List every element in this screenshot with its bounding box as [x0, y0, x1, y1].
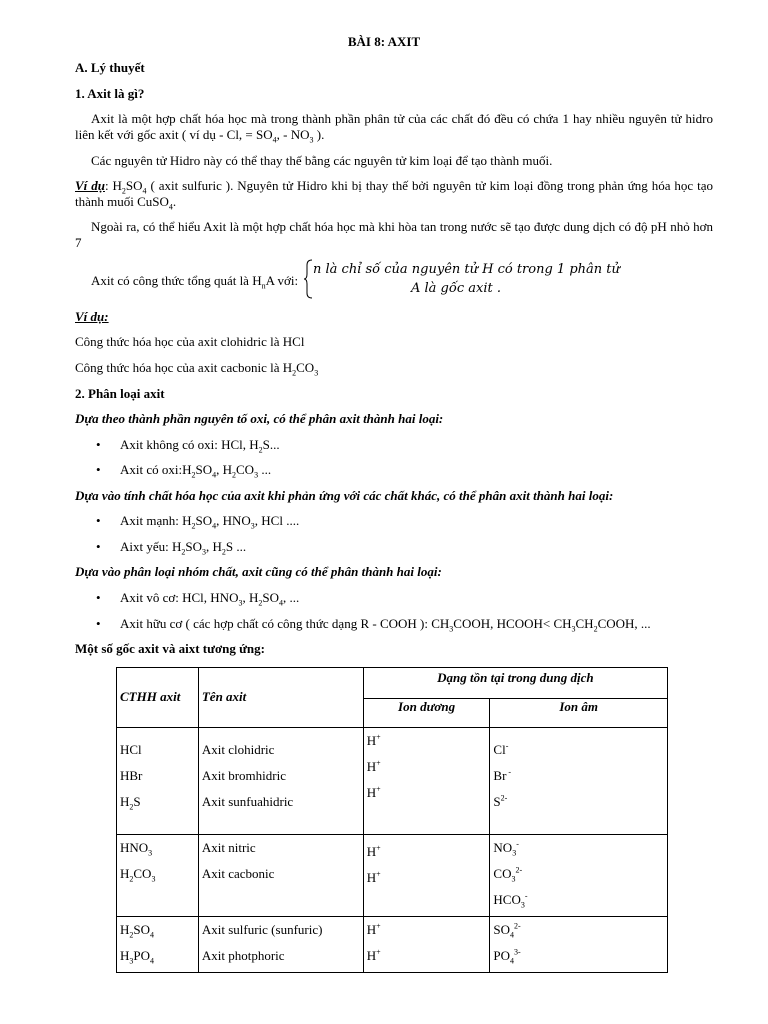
- subheading-classification: 2. Phân loại axit: [75, 386, 165, 401]
- table-header-row: [117, 668, 668, 699]
- classification-oxygen-heading: Dựa theo thành phần nguyên tố oxi, có thể phân axit thành hai loại:: [75, 411, 444, 426]
- paragraph-example-sulfuric: Ví dụ: $H_2SO_4$ ( axit sulfuric ). Nguyên tử Hidro khi bị thay thế bởi nguyên tử kim loại đồng trong phản ứng hóa học tạo thành muối CuSO$_4$.: [75, 178, 714, 212]
- classification-group-heading: Dựa vào phân loại nhóm chất, axit cũng có thể phân thành hai loại:: [75, 564, 442, 579]
- example-h2co3: Công thức hóa học của axit cacbonic là $H_2CO_3$: [75, 360, 319, 378]
- cell-name: Axit clohidric Axit bromhidric Axit sunfuahidric: [198, 728, 363, 835]
- paragraph-definition: Axit là một hợp chất hóa học mà trong thành phần phân tử của các chất đó đều có chứa 1 hay nhiều nguyên tử hidro liên kết với gốc axit ( ví dụ - Cl, = $SO_4$, - $NO_3$ ).: [75, 111, 713, 145]
- table-row: [117, 728, 668, 835]
- cell-name: Axit nitric Axit cacbonic: [198, 835, 363, 917]
- cell-cation: H+ H+ H+: [363, 728, 490, 835]
- header-cthh: CTHH axit: [117, 668, 199, 728]
- cell-formula: $HNO_3$ $H_2CO_3$: [117, 835, 199, 917]
- cell-cation: H+ H+: [363, 835, 490, 917]
- bullet-text: Aixt yếu: $H_2SO_3$, $H_2S$ ...: [120, 539, 247, 557]
- table-row: [117, 917, 668, 973]
- page-title: BÀI 8: AXIT: [347, 34, 421, 49]
- bullet-text: Axit có $oxi:H_2SO_4$, $H_2CO_3$ ...: [120, 462, 272, 480]
- bullet-text: Axit mạnh: $H_2SO_4$, $HNO_3$, HCl ....: [120, 513, 300, 531]
- formula-condition-a: A là gốc axit .: [411, 281, 501, 296]
- example-label: Ví dụ:: [75, 309, 109, 324]
- bullet-icon: •: [96, 539, 101, 554]
- cell-formula: $H_2SO_4$ $H_3PO_4$: [117, 917, 199, 973]
- bullet-icon: •: [96, 462, 101, 477]
- classification-strength-heading: Dựa vào tính chất hóa học của axit khi phản ứng với các chất khác, có thể phân axit thành hai loại:: [75, 488, 614, 503]
- cell-anion: $SO_4^{2-}$ $PO_4^{3-}$: [490, 917, 668, 973]
- section-heading-theory: A. Lý thuyết: [75, 60, 145, 75]
- bullet-icon: •: [96, 616, 101, 631]
- cell-anion: Cl- Br - $S^{2-}$: [490, 728, 668, 835]
- bullet-icon: •: [96, 513, 101, 528]
- bullet-icon: •: [96, 590, 101, 605]
- table-heading: Một số gốc axit và aixt tương ứng:: [75, 641, 265, 656]
- example-hcl: Công thức hóa học của axit clohidric là HCl: [75, 334, 305, 349]
- cell-anion: $NO_3^-$ $CO_3^{2-}$ $HCO_3^-$: [490, 835, 668, 917]
- header-ten-axit: Tên axit: [198, 668, 363, 728]
- header-ion-duong: Ion dương: [363, 699, 490, 728]
- bullet-text: Axit không có oxi: HCl, $H_2S$...: [120, 437, 280, 455]
- bullet-icon: •: [96, 437, 101, 452]
- cell-cation: H+ H+: [363, 917, 490, 973]
- paragraph-substitution: Các nguyên tử Hidro này có thể thay thế bằng các nguyên tử kim loại để tạo thành muối.: [91, 153, 553, 168]
- cell-formula: HCl HBr $H_2S$: [117, 728, 199, 835]
- subheading-what-is-acid: 1. Axit là gì?: [75, 86, 145, 101]
- header-ion-am: Ion âm: [490, 699, 668, 728]
- formula-condition-n: n là chỉ số của nguyên tử H có trong 1 phân tử: [313, 262, 620, 277]
- formula-intro: Axit có công thức tổng quát là $H_nA$ với:: [91, 273, 299, 291]
- acid-table: [116, 667, 668, 973]
- cell-name: Axit sulfuric (sunfuric) Axit photphoric: [198, 917, 363, 973]
- bullet-text: Axit hữu cơ ( các hợp chất có công thức dạng R - COOH ): $CH_3COOH$, HCOOH< $CH_3CH_2COOH$, ...: [120, 616, 651, 634]
- header-dang-ton-tai: Dạng tồn tại trong dung dịch: [363, 668, 667, 699]
- bullet-text: Axit vô cơ: HCl, $HNO_3$, $H_2SO_4$, ...: [120, 590, 300, 608]
- paragraph-ph: Ngoài ra, có thể hiểu Axit là một hợp chất hóa học mà khi hòa tan trong nước sẽ tạo được dung dịch có độ pH nhỏ hơn 7: [75, 219, 713, 251]
- table-row: [117, 835, 668, 917]
